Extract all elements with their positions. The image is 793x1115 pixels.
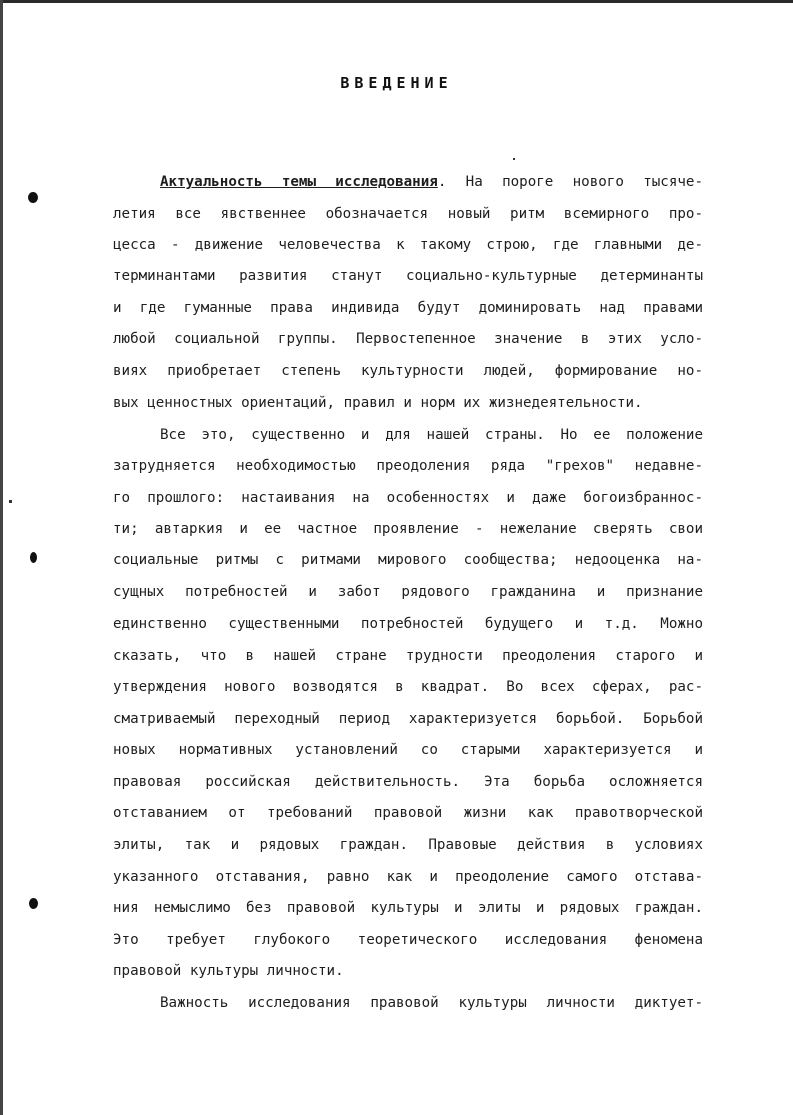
text-line: Это требует глубокого теоретического исследования феномена: [113, 932, 703, 948]
text-line: го прошлого: настаивания на особенностях и даже богоизбраннос-: [113, 490, 703, 506]
text-line: виях приобретает степень культурности людей, формирование но-: [113, 363, 703, 379]
text-line: отставанием от требований правовой жизни как правотворческой: [113, 805, 703, 821]
text-line: правовая российская действительность. Эта борьба осложняется: [113, 774, 703, 790]
text-line-content: . На пороге нового тысяче-: [437, 174, 703, 190]
scan-punch-mark: [30, 552, 37, 563]
text-line: вых ценностных ориентаций, правил и норм их жизнедеятельности.: [113, 395, 643, 411]
text-line: сказать, что в нашей стране трудности преодоления старого и: [113, 648, 703, 664]
text-line: сущных потребностей и забот рядового гражданина и признание: [113, 584, 703, 600]
scan-top-edge: [0, 0, 793, 3]
scan-punch-mark: [29, 898, 38, 909]
text-line: указанного отставания, равно как и преодоление самого отстава-: [113, 869, 703, 885]
text-line: новых нормативных установлений со старыми характеризуется и: [113, 742, 703, 758]
scan-speck: [513, 158, 515, 160]
text-line: Все это, существенно и для нашей страны. Но ее положение: [160, 427, 703, 443]
text-line: и где гуманные права индивида будут доминировать над правами: [113, 300, 703, 316]
text-line: затрудняется необходимостью преодоления ряда "грехов" недавне-: [113, 458, 703, 474]
text-line: ти; автаркия и ее частное проявление - нежелание сверять свои: [113, 521, 703, 537]
scan-punch-mark: [28, 192, 38, 203]
text-line: элиты, так и рядовых граждан. Правовые действия в условиях: [113, 837, 703, 853]
scan-left-edge: [0, 0, 3, 1115]
text-line: правовой культуры личности.: [113, 963, 344, 979]
text-line: сматриваемый переходный период характеризуется борьбой. Борьбой: [113, 711, 703, 727]
text-line: любой социальной группы. Первостепенное значение в этих усло-: [113, 331, 703, 347]
text-line: единственно существенными потребностей будущего и т.д. Можно: [113, 616, 703, 632]
text-line: Важность исследования правовой культуры личности диктует-: [160, 995, 703, 1011]
text-line: цесса - движение человечества к такому строю, где главными де-: [113, 237, 703, 253]
page-title: ВВЕДЕНИЕ: [340, 74, 453, 92]
text-line: летия все явственнее обозначается новый ритм всемирного про-: [113, 206, 703, 222]
text-line: терминантами развития станут социально-культурные детерминанты: [113, 268, 703, 284]
text-line: социальные ритмы с ритмами мирового сообщества; недооценка на-: [113, 552, 703, 568]
text-line: утверждения нового возводятся в квадрат. Во всех сферах, рас-: [113, 679, 703, 695]
lead-heading: Актуальность темы исследования: [160, 174, 438, 190]
text-line: [160, 172, 703, 192]
text-line: ния немыслимо без правовой культуры и элиты и рядовых граждан.: [113, 900, 703, 916]
scan-speck: [9, 500, 12, 503]
